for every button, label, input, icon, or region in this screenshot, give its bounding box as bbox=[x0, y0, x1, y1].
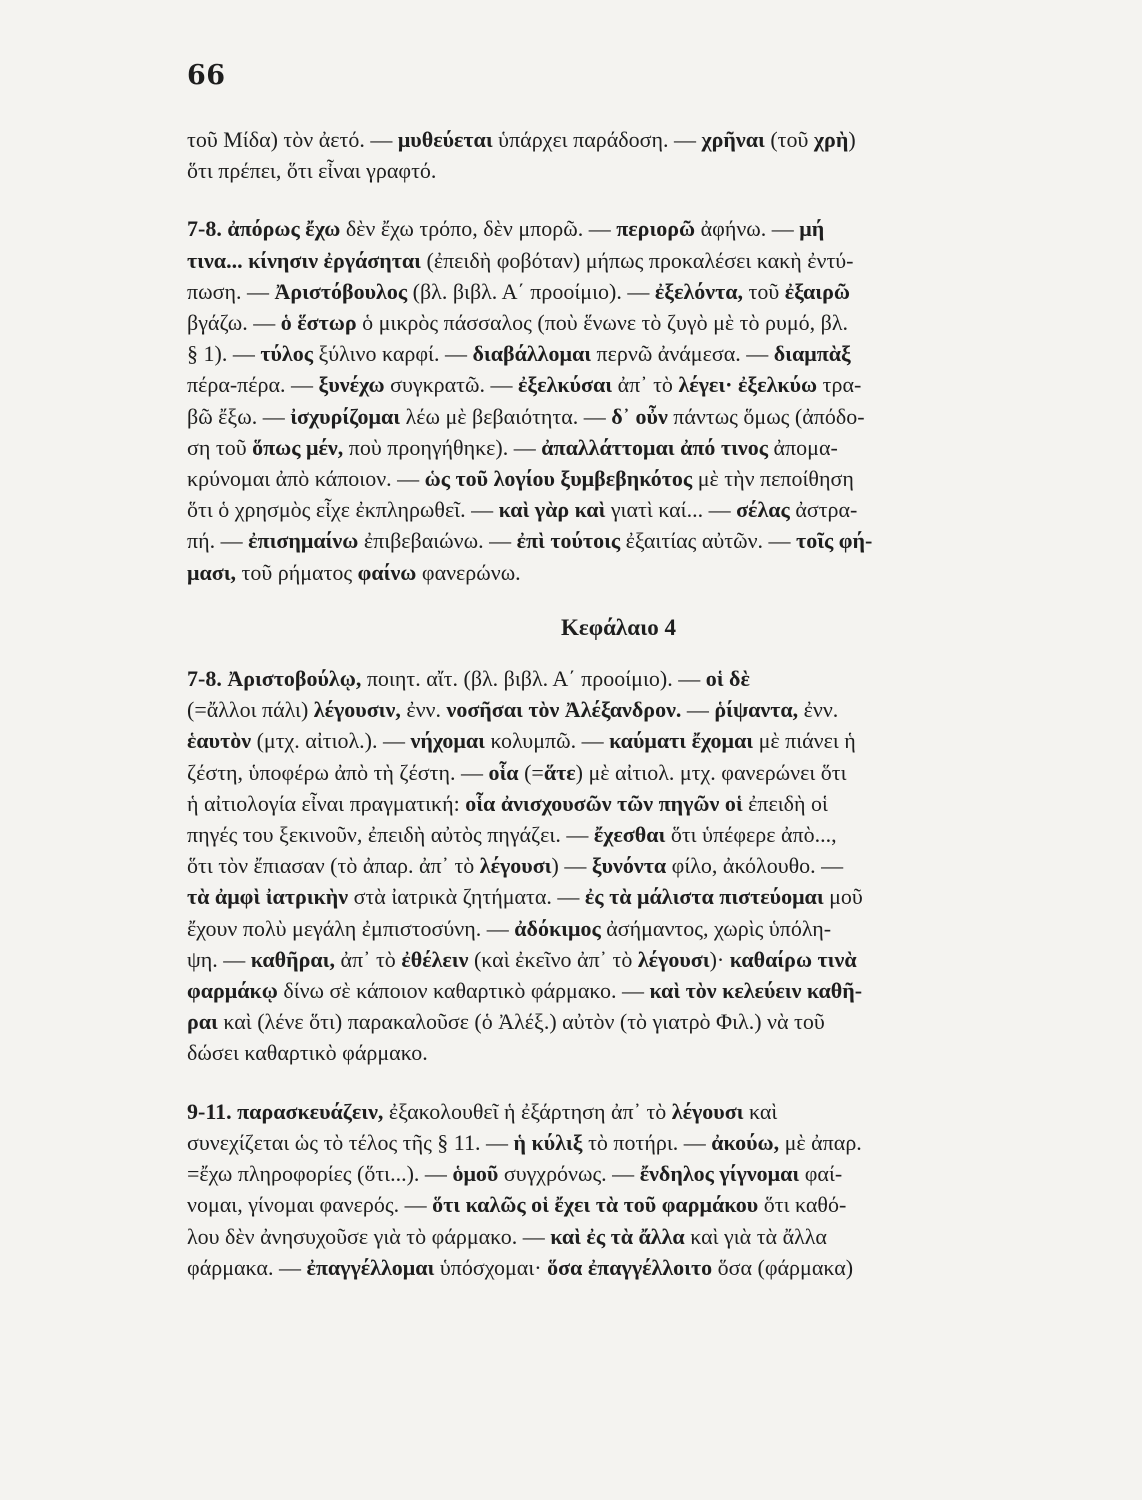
bold-term: λέγουσιν, bbox=[313, 697, 401, 723]
page-number: 66 bbox=[187, 60, 226, 91]
bold-term: 7-8. Ἀριστοβούλῳ, bbox=[187, 666, 362, 692]
text-run: ἐπιβεβαιώνω. — bbox=[358, 528, 517, 554]
text-run: περνῶ ἀνάμεσα. — bbox=[591, 341, 774, 367]
bold-term: ὁ ἕστωρ bbox=[280, 310, 357, 336]
text-run: ἀστρα- bbox=[789, 497, 858, 523]
text-run: (τοῦ bbox=[764, 127, 814, 152]
text-line bbox=[187, 557, 1050, 588]
text-run: μὲ πιάνει ἡ bbox=[753, 728, 856, 754]
bold-term: ὁμοῦ bbox=[452, 1161, 499, 1187]
bold-term: ραι bbox=[187, 1009, 218, 1035]
text-run: ὑπόσχομαι· bbox=[434, 1254, 548, 1280]
text-run: (ἐπειδὴ φοβόταν) μήπως προκαλέσει κακὴ ἐντύ- bbox=[421, 247, 854, 273]
text-run: ποὺ προηγήθηκε). — bbox=[343, 434, 542, 460]
text-line bbox=[187, 1096, 1050, 1127]
text-run: ποιητ. αἴτ. (βλ. βιβλ. Α΄ προοίμιο). — bbox=[361, 666, 706, 692]
bold-term: χρὴ bbox=[813, 127, 849, 152]
bold-term: ἐξαιρῶ bbox=[784, 278, 850, 304]
text-run: ) bbox=[848, 127, 856, 152]
text-run: μὲ ἀπαρ. bbox=[779, 1129, 862, 1155]
text-run: συνεχίζεται ὡς τὸ τέλος τῆς § 11. — bbox=[187, 1129, 514, 1155]
text-run: ὁ μικρὸς πάσσαλος (ποὺ ἕνωνε τὸ ζυγὸ μὲ τὸ ρυμό, βλ. bbox=[356, 310, 849, 336]
text-run: βῶ ἔξω. — bbox=[187, 403, 291, 429]
text-run: (=ἄλλοι πάλι) bbox=[187, 697, 314, 723]
text-run: τοῦ Μίδα) τὸν ἀετό. — bbox=[187, 127, 398, 152]
text-run: πηγές του ξεκινοῦν, ἐπειδὴ αὐτὸς πηγάζει. — bbox=[187, 822, 594, 848]
text-line bbox=[187, 525, 1050, 556]
text-run: πέρα-πέρα. — bbox=[187, 372, 319, 398]
text-run: καὶ (λένε ὅτι) παρακαλοῦσε (ὁ Ἀλέξ.) αὐτὸν (τὸ γιατρὸ Φιλ.) νὰ τοῦ bbox=[217, 1009, 825, 1035]
text-line bbox=[187, 819, 1050, 850]
text-run: τοῦ ρήματος bbox=[236, 559, 358, 585]
text-line bbox=[187, 494, 1050, 525]
bold-term: διαβάλλομαι bbox=[472, 341, 592, 367]
text-run: πή. — bbox=[187, 528, 249, 554]
text-run: μὲ τὴν πεποίθηση bbox=[692, 466, 854, 492]
text-run: ὅτι τὸν ἔπιασαν (τὸ ἀπαρ. ἀπ᾽ τὸ bbox=[187, 853, 480, 879]
bold-term: καύματι ἔχομαι bbox=[609, 728, 754, 754]
bold-term: ξυνέχω bbox=[318, 372, 385, 398]
bold-term: τοῖς φή- bbox=[796, 528, 873, 554]
bold-term: τὰ ἀμφὶ ἰατρικὴν bbox=[187, 884, 349, 910]
text-line bbox=[187, 463, 1050, 494]
text-run: (= bbox=[518, 759, 544, 785]
text-run: κρύνομαι ἀπὸ κάποιον. — bbox=[187, 466, 425, 492]
bold-term: καθῆραι, bbox=[250, 946, 335, 972]
text-run: φίλο, ἀκόλουθο. — bbox=[666, 853, 844, 879]
text-run: ) μὲ αἰτιολ. μτχ. φανερώνει ὅτι bbox=[575, 759, 847, 785]
text-run: § 1). — bbox=[187, 341, 261, 367]
text-column bbox=[187, 124, 1050, 1283]
paragraph-7-8-chapter4 bbox=[187, 663, 1050, 1069]
bold-term: ὅπως μέν, bbox=[252, 434, 344, 460]
text-line bbox=[187, 1158, 1050, 1189]
text-run: τοῦ bbox=[743, 278, 785, 304]
bold-term: τύλος bbox=[260, 341, 313, 367]
text-run: κολυμπῶ. — bbox=[484, 728, 610, 754]
bold-term: ὅσα ἐπαγγέλλοιτο bbox=[547, 1254, 713, 1280]
text-line bbox=[187, 124, 1050, 155]
text-run: — bbox=[681, 697, 715, 723]
bold-term: περιορῶ bbox=[616, 216, 696, 242]
bold-term: οἱ δὲ bbox=[705, 666, 750, 692]
bold-term: φαίνω bbox=[357, 559, 417, 585]
text-run: (μτχ. αἰτιολ.). — bbox=[251, 728, 411, 754]
text-line bbox=[187, 788, 1050, 819]
bold-term: χρῆναι bbox=[701, 127, 765, 152]
bold-term: ἐπὶ τούτοις bbox=[516, 528, 621, 554]
bold-term: φαρμάκῳ bbox=[187, 978, 278, 1004]
bold-term: καὶ ἐς τὰ ἄλλα bbox=[550, 1223, 685, 1249]
text-line bbox=[187, 663, 1050, 694]
bold-term: μή bbox=[799, 216, 825, 242]
text-run: συγκρατῶ. — bbox=[384, 372, 518, 398]
text-line bbox=[187, 850, 1050, 881]
text-run: )· bbox=[709, 946, 730, 972]
bold-term: νήχομαι bbox=[410, 728, 485, 754]
text-run: ὅτι πρέπει, ὅτι εἶναι γραφτό. bbox=[187, 158, 437, 184]
text-run: στὰ ἰατρικὰ ζητήματα. — bbox=[348, 884, 585, 910]
text-run: ἀπ᾽ τὸ bbox=[335, 946, 402, 972]
text-line bbox=[187, 401, 1050, 432]
text-run: ἔχουν πολὺ μεγάλη ἐμπιστοσύνη. — bbox=[187, 915, 515, 941]
text-line bbox=[187, 1189, 1050, 1220]
text-run: ὅτι ὑπέφερε ἀπὸ..., bbox=[665, 822, 837, 848]
text-run: ὅτι ὁ χρησμὸς εἶχε ἐκπληρωθεῖ. — bbox=[187, 497, 499, 523]
bold-term: ἰσχυρίζομαι bbox=[290, 403, 401, 429]
text-line bbox=[187, 1221, 1050, 1252]
bold-term: ἀδόκιμος bbox=[514, 915, 601, 941]
text-run: ἐξακολουθεῖ ἡ ἐξάρτηση ἀπ᾽ τὸ bbox=[383, 1098, 672, 1124]
paragraph-9-11 bbox=[187, 1096, 1050, 1283]
text-line bbox=[187, 1006, 1050, 1037]
text-run: ) — bbox=[551, 853, 592, 879]
bold-term: ἅτε bbox=[543, 759, 576, 785]
text-line bbox=[187, 757, 1050, 788]
text-run: ἀφήνω. — bbox=[695, 216, 800, 242]
bold-term: ἀπαλλάττομαι ἀπό τινος bbox=[541, 434, 769, 460]
bold-term: λέγει· ἐξελκύω bbox=[678, 372, 818, 398]
bold-term: ἐπισημαίνω bbox=[248, 528, 359, 554]
bold-term: καὶ γὰρ καὶ bbox=[498, 497, 606, 523]
text-line bbox=[187, 307, 1050, 338]
text-line bbox=[187, 1252, 1050, 1283]
text-line bbox=[187, 975, 1050, 1006]
bold-term: ἑαυτὸν bbox=[187, 728, 252, 754]
text-run: ὑπάρχει παράδοση. — bbox=[492, 127, 702, 152]
bold-term: ἐξελκύσαι bbox=[518, 372, 613, 398]
text-line bbox=[187, 881, 1050, 912]
text-line bbox=[187, 725, 1050, 756]
text-run: ἡ αἰτιολογία εἶναι πραγματική: bbox=[187, 790, 466, 816]
text-line bbox=[187, 694, 1050, 725]
bold-term: καὶ τὸν κελεύειν καθῆ- bbox=[649, 978, 863, 1004]
bold-term: ἀκούω, bbox=[711, 1129, 780, 1155]
text-line bbox=[187, 432, 1050, 463]
text-line bbox=[187, 369, 1050, 400]
text-line bbox=[187, 155, 1050, 186]
bold-term: ἔνδηλος γίγνομαι bbox=[639, 1161, 800, 1187]
text-run: λέω μὲ βεβαιότητα. — bbox=[400, 403, 612, 429]
text-line bbox=[187, 276, 1050, 307]
text-run: φαί- bbox=[799, 1161, 843, 1187]
text-run: καὶ bbox=[743, 1098, 778, 1124]
text-run: φάρμακα. — bbox=[187, 1254, 307, 1280]
text-run: ἐξαιτίας αὐτῶν. — bbox=[620, 528, 797, 554]
bold-term: τινα... κίνησιν ἐργάσηται bbox=[187, 247, 421, 273]
text-run: ἐπειδὴ οἱ bbox=[742, 790, 828, 816]
bold-term: νοσῆσαι τὸν Ἀλέξανδρον. bbox=[446, 697, 682, 723]
text-run: ἀπομα- bbox=[768, 434, 838, 460]
text-run: δὲν ἔχω τρόπο, δὲν μπορῶ. — bbox=[340, 216, 617, 242]
text-run: συγχρόνως. — bbox=[498, 1161, 640, 1187]
text-run: βγάζω. — bbox=[187, 310, 281, 336]
text-run: πάντως ὅμως (ἀπόδο- bbox=[667, 403, 865, 429]
bold-term: καθαίρω τινὰ bbox=[729, 946, 857, 972]
bold-term: ἐθέλειν bbox=[401, 946, 469, 972]
bold-term: λέγουσι bbox=[671, 1098, 744, 1124]
chapter-title: Κεφάλαιο 4 bbox=[561, 614, 676, 640]
bold-term: ξυνόντα bbox=[591, 853, 667, 879]
text-run: ἀπ᾽ τὸ bbox=[612, 372, 679, 398]
text-run: μοῦ bbox=[823, 884, 863, 910]
bold-term: 9-11. παρασκευάζειν, bbox=[187, 1098, 384, 1124]
text-run: δώσει καθαρτικὸ φάρμακο. bbox=[187, 1040, 428, 1066]
paragraph-7-8-chapter3 bbox=[187, 213, 1050, 587]
bold-term: ἐπαγγέλλομαι bbox=[306, 1254, 435, 1280]
bold-term: δ᾽ οὖν bbox=[611, 403, 668, 429]
text-run: ση τοῦ bbox=[187, 434, 253, 460]
bold-term: ὅτι καλῶς οἱ ἔχει τὰ τοῦ φαρμάκου bbox=[432, 1192, 759, 1218]
bold-term: ἐξελόντα, bbox=[654, 278, 744, 304]
text-run: γιατὶ καί... — bbox=[605, 497, 737, 523]
text-run: λου δὲν ἀνησυχοῦσε γιὰ τὸ φάρμακο. — bbox=[187, 1223, 551, 1249]
text-run: ζέστη, ὑποφέρω ἀπὸ τὴ ζέστη. — bbox=[187, 759, 489, 785]
text-run: ὅτι καθό- bbox=[758, 1192, 847, 1218]
bold-term: ῥίψαντα, bbox=[714, 697, 799, 723]
text-line bbox=[187, 1037, 1050, 1068]
text-run: πωση. — bbox=[187, 278, 275, 304]
bold-term: λέγουσι bbox=[637, 946, 710, 972]
text-run: ἐνν. bbox=[400, 697, 447, 723]
bold-term: λέγουσι bbox=[479, 853, 552, 879]
text-run: (βλ. βιβλ. Α΄ προοίμιο). — bbox=[407, 278, 655, 304]
bold-term: οἷα bbox=[488, 759, 519, 785]
bold-term: ἐς τὰ μάλιστα πιστεύομαι bbox=[584, 884, 824, 910]
bold-term: διαμπὰξ bbox=[773, 341, 851, 367]
text-line bbox=[187, 245, 1050, 276]
text-run: φανερώνω. bbox=[416, 559, 521, 585]
text-line bbox=[187, 338, 1050, 369]
text-run: δίνω σὲ κάποιον καθαρτικὸ φάρμακο. — bbox=[277, 978, 650, 1004]
bold-term: μασι, bbox=[187, 559, 237, 585]
paragraph-midas bbox=[187, 124, 1050, 186]
text-run: νομαι, γίνομαι φανερός. — bbox=[187, 1192, 433, 1218]
bold-term: ὡς τοῦ λογίου ξυμβεβηκότος bbox=[424, 466, 693, 492]
text-line bbox=[187, 913, 1050, 944]
text-run: ἐνν. bbox=[798, 697, 839, 723]
bold-term: μυθεύεται bbox=[397, 127, 493, 152]
bold-term: 7-8. ἀπόρως ἔχω bbox=[187, 216, 341, 242]
text-run: ὅσα (φάρμακα) bbox=[712, 1254, 854, 1280]
text-run: τὸ ποτήρι. — bbox=[582, 1129, 712, 1155]
bold-term: ἔχεσθαι bbox=[593, 822, 666, 848]
text-run: ξύλινο καρφί. — bbox=[312, 341, 473, 367]
text-line bbox=[187, 1127, 1050, 1158]
text-run: τρα- bbox=[817, 372, 862, 398]
bold-term: Ἀριστόβουλος bbox=[274, 278, 408, 304]
bold-term: ἡ κύλιξ bbox=[513, 1129, 583, 1155]
text-line bbox=[187, 213, 1050, 244]
text-run: καὶ γιὰ τὰ ἄλλα bbox=[684, 1223, 827, 1249]
text-run: (καὶ ἐκεῖνο ἀπ᾽ τὸ bbox=[468, 946, 638, 972]
text-run: ἀσήμαντος, χωρὶς ὑπόλη- bbox=[600, 915, 832, 941]
text-run: =ἔχω πληροφορίες (ὅτι...). — bbox=[187, 1161, 453, 1187]
text-line bbox=[187, 944, 1050, 975]
text-run: ψη. — bbox=[187, 946, 251, 972]
bold-term: οἷα ἀνισχουσῶν τῶν πηγῶν οἱ bbox=[465, 790, 743, 816]
bold-term: σέλας bbox=[736, 497, 790, 523]
